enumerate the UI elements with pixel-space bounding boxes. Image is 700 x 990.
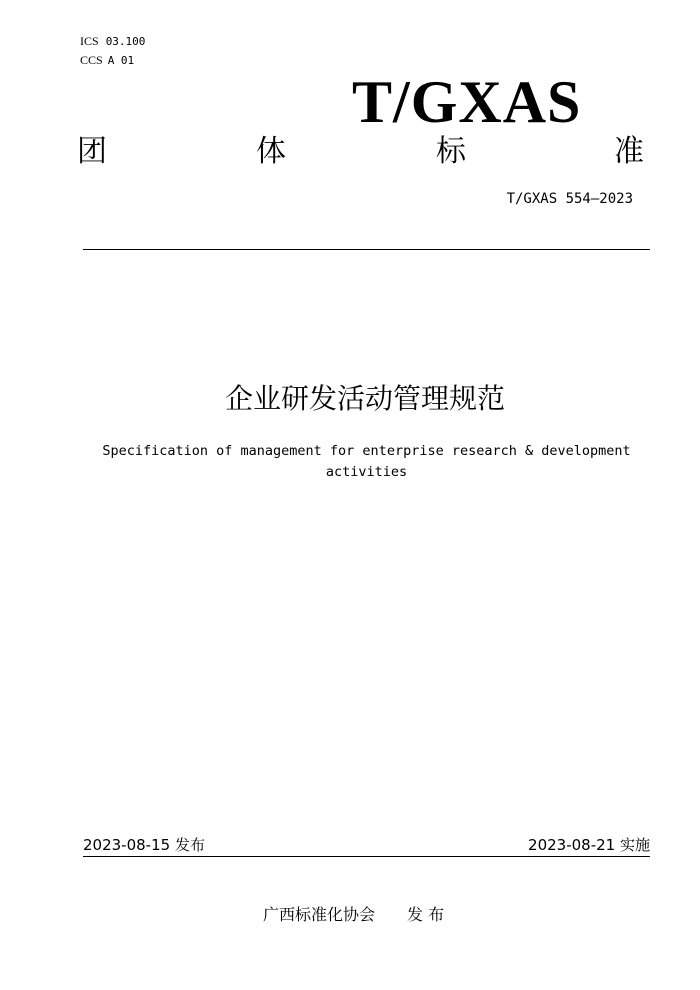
ics-classification <box>80 34 145 49</box>
ccs-code: A 01 <box>107 54 135 67</box>
standard-logo: T/GXAS <box>352 69 582 135</box>
ccs-classification <box>80 53 134 68</box>
document-title-cn: 企业研发活动管理规范 <box>224 382 505 415</box>
standard-type-char-4: 准 <box>614 134 644 169</box>
bottom-divider <box>83 856 650 857</box>
standard-type-char-1: 团 <box>77 134 107 169</box>
document-title-en: Specification of management for enterprise research & development activities <box>102 443 631 480</box>
ccs-label: CCS <box>80 53 103 67</box>
top-divider <box>83 249 650 250</box>
implement-date: 2023-08-21 实施 <box>528 836 650 854</box>
publisher: 广西标准化协会 发 布 <box>263 905 445 924</box>
standard-number: T/GXAS 554—2023 <box>506 191 633 207</box>
standard-type-char-2: 体 <box>256 134 286 169</box>
publish-date: 2023-08-15 发布 <box>83 836 205 854</box>
ics-code: 03.100 <box>105 35 146 48</box>
standard-type-char-3: 标 <box>436 134 466 169</box>
ics-label: ICS <box>80 34 99 48</box>
